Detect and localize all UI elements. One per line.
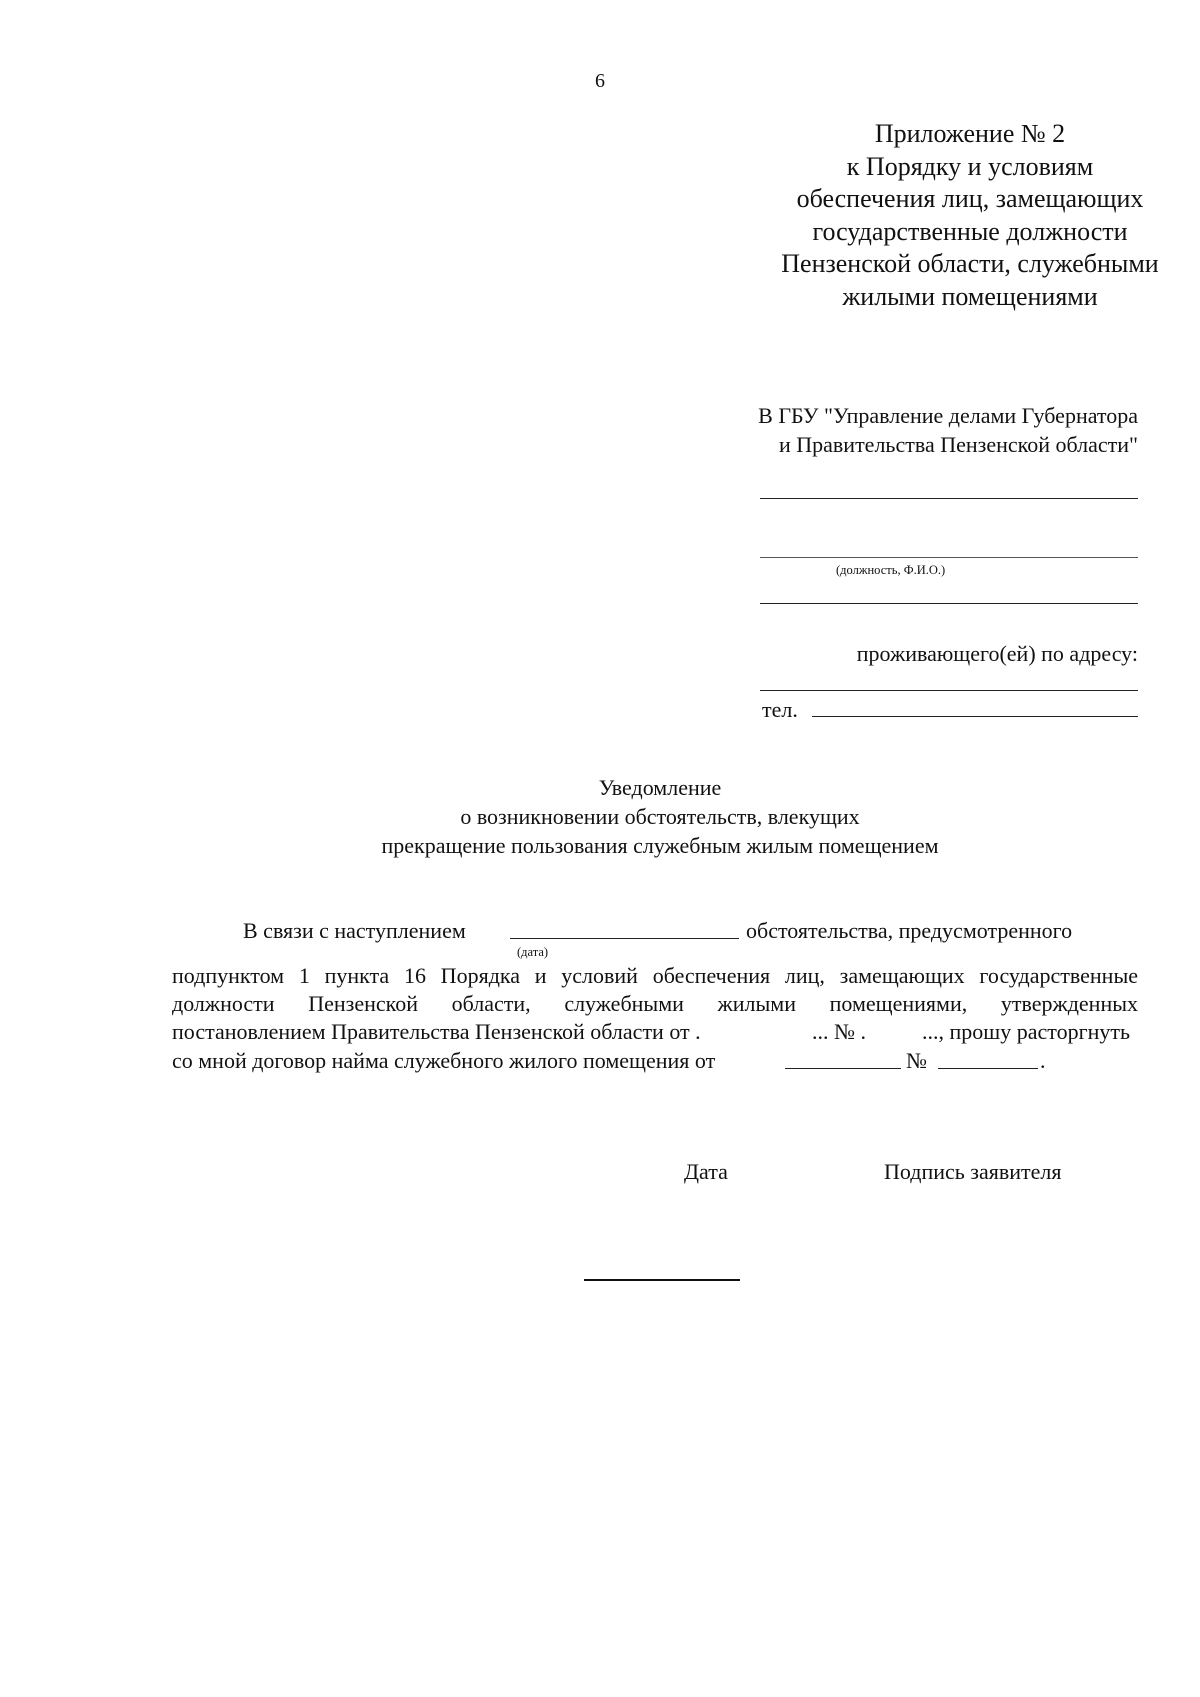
- closing-rule: [584, 1279, 740, 1281]
- body-line5-end: .: [1040, 1048, 1046, 1073]
- position-caption: (должность, Ф.И.О.): [836, 563, 946, 577]
- date-blank-line: [510, 938, 739, 939]
- appendix-line: государственные должности: [812, 216, 1128, 246]
- blank-line: [760, 498, 1138, 499]
- notice-subtitle: о возникновении обстоятельств, влекущих: [460, 804, 860, 829]
- date-caption: (дата): [517, 945, 549, 959]
- appendix-line: Приложение № 2: [874, 119, 1066, 148]
- blank-line: [760, 557, 1138, 558]
- addressee-line: и Правительства Пензенской области": [778, 431, 1138, 457]
- body-line1-end: обстоятельства, предусмотренного: [746, 918, 1073, 943]
- contract-number-blank: [938, 1068, 1038, 1069]
- appendix-header: [720, 118, 1200, 314]
- blank-line: [760, 603, 1138, 604]
- appendix-line: жилыми помещениями: [842, 281, 1098, 311]
- notice-title-block: [0, 773, 1200, 860]
- body-line4-c: ..., прошу расторгнуть: [922, 1019, 1131, 1044]
- body-line1-start: В связи с наступлением: [243, 918, 466, 943]
- body-line5-a: со мной договор найма служебного жилого помещения от: [172, 1048, 716, 1073]
- contract-date-blank: [785, 1068, 901, 1069]
- appendix-line: обеспечения лиц, замещающих: [796, 184, 1144, 214]
- body-line: подпунктом 1 пункта 16 Порядка и условий обеспечения лиц, замещающих государственные: [172, 963, 1138, 988]
- residence-label: проживающего(ей) по адресу:: [856, 641, 1138, 666]
- notice-title: Уведомление: [598, 775, 722, 800]
- body-line5-number-sign: №: [906, 1048, 927, 1073]
- notice-subtitle: прекращение пользования служебным жилым помещением: [381, 833, 939, 858]
- appendix-line: Пензенской области, служебными: [781, 249, 1159, 279]
- body-line4-a: постановлением Правительства Пензенской области от .: [172, 1019, 701, 1044]
- signature-label: Подпись заявителя: [884, 1159, 1062, 1184]
- phone-label: тел.: [762, 697, 798, 722]
- addressee-block: [758, 402, 1138, 459]
- body-line: должности Пензенской области, служебными жилыми помещениями, утвержденных: [172, 991, 1138, 1016]
- page-number: 6: [595, 70, 605, 92]
- addressee-line: В ГБУ "Управление делами Губернатора: [758, 403, 1138, 428]
- date-label: Дата: [684, 1159, 728, 1184]
- blank-line: [760, 690, 1138, 691]
- body-line4-b: ... № .: [812, 1019, 866, 1044]
- appendix-line: к Порядку и условиям: [846, 151, 1094, 181]
- phone-blank-line: [812, 716, 1138, 717]
